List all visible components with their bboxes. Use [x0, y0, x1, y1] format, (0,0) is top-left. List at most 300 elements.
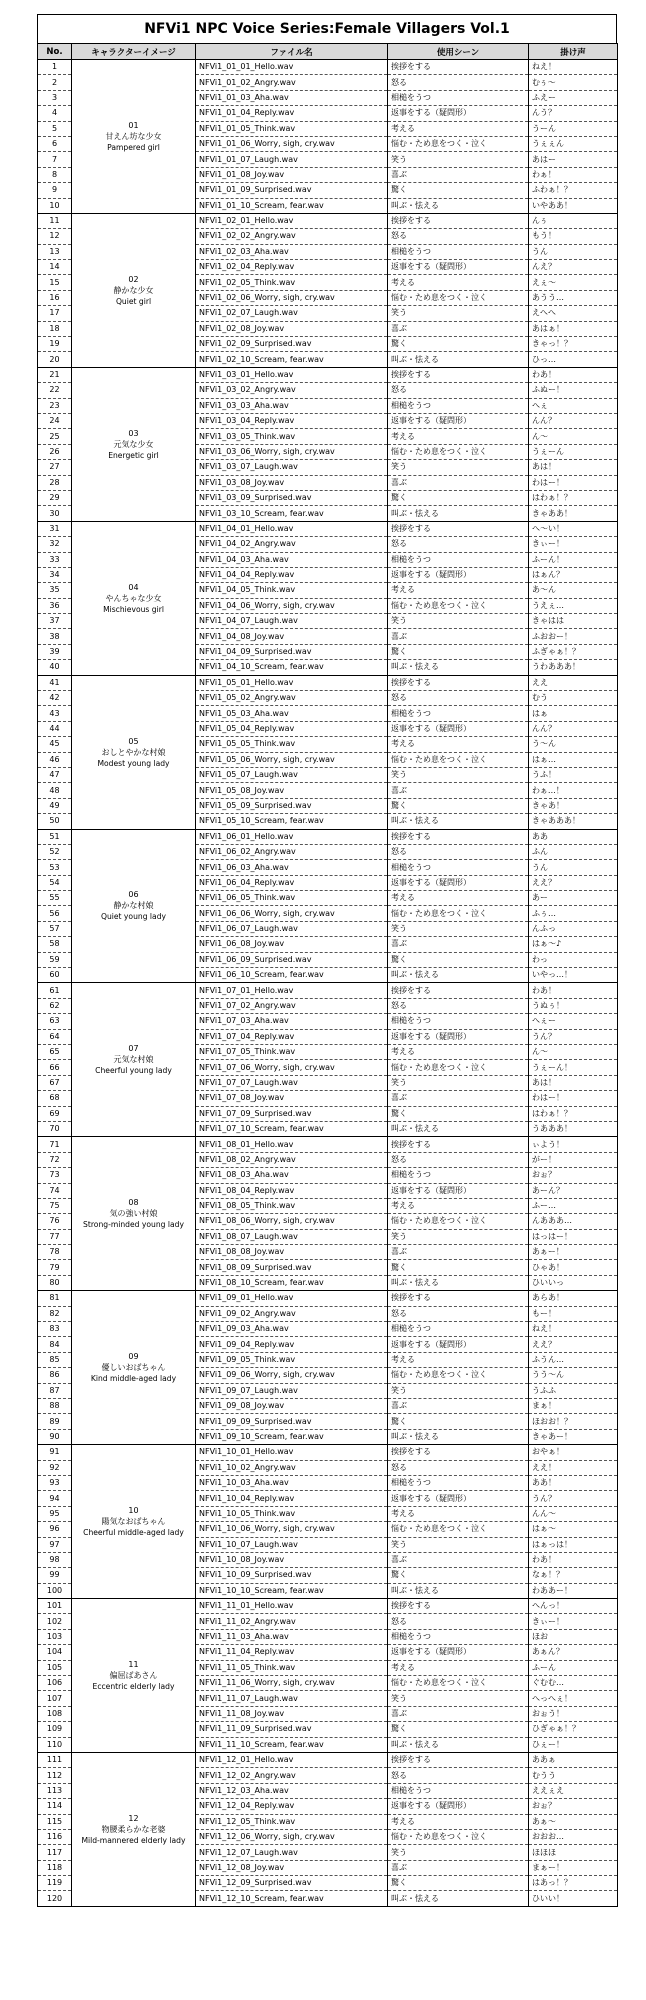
voice-cell: んえ？ — [529, 260, 618, 275]
file-suffix: 02_Angry.wav — [240, 539, 296, 549]
voice-cell: ああぁ — [529, 1752, 618, 1767]
file-suffix: 02_Angry.wav — [240, 693, 296, 703]
row-number: 83 — [38, 1322, 72, 1337]
character-id: 09 — [128, 1352, 139, 1362]
voice-cell: うふ！ — [529, 767, 618, 782]
file-name-cell — [196, 213, 388, 228]
file-name-cell — [196, 752, 388, 767]
scene-cell: 叫ぶ・怯える — [388, 1583, 529, 1598]
file-suffix: 01_Hello.wav — [240, 62, 294, 72]
row-number: 36 — [38, 598, 72, 613]
character-name-jp: 物腰柔らかな老婆 — [101, 1824, 166, 1834]
row-number: 101 — [38, 1599, 72, 1614]
file-prefix: NFVi1_12_ — [199, 1770, 241, 1780]
file-name-cell — [196, 1214, 388, 1229]
file-suffix: 09_Surprised.wav — [240, 1724, 312, 1734]
scene-cell: 悩む・ため息をつく・泣く — [388, 1522, 529, 1537]
scene-cell: 笑う — [388, 1229, 529, 1244]
file-suffix: 09_Surprised.wav — [240, 954, 312, 964]
file-suffix: 02_Angry.wav — [240, 385, 296, 395]
scene-cell: 相槌をうつ — [388, 90, 529, 105]
voice-cell: うわあああ！ — [529, 660, 618, 675]
row-number: 76 — [38, 1214, 72, 1229]
file-prefix: NFVi1_02_ — [199, 339, 241, 349]
scene-cell: 叫ぶ・怯える — [388, 1121, 529, 1136]
file-prefix: NFVi1_11_ — [199, 1693, 241, 1703]
file-suffix: 04_Reply.wav — [240, 877, 295, 887]
file-name-cell — [196, 1706, 388, 1721]
character-name-jp: やんちゃな少女 — [105, 593, 162, 603]
voice-cell: ぐむむ… — [529, 1676, 618, 1691]
file-name-cell — [196, 1522, 388, 1537]
voice-cell: ほおお！？ — [529, 1414, 618, 1429]
file-prefix: NFVi1_04_ — [199, 554, 241, 564]
file-name-cell — [196, 337, 388, 352]
file-name-cell — [196, 260, 388, 275]
table-row — [38, 521, 618, 536]
file-suffix: 08_Joy.wav — [240, 939, 285, 949]
file-suffix: 04_Reply.wav — [240, 570, 295, 580]
scene-cell: 悩む・ため息をつく・泣く — [388, 444, 529, 459]
voice-cell: へんっ！ — [529, 1599, 618, 1614]
file-name-cell — [196, 475, 388, 490]
scene-cell: 叫ぶ・怯える — [388, 506, 529, 521]
file-suffix: 06_Worry, sigh, cry.wav — [240, 754, 335, 764]
file-prefix: NFVi1_01_ — [199, 139, 241, 149]
file-prefix: NFVi1_05_ — [199, 800, 241, 810]
scene-cell: 挨拶をする — [388, 367, 529, 382]
file-suffix: 03_Aha.wav — [240, 862, 289, 872]
file-suffix: 07_Laugh.wav — [240, 1847, 298, 1857]
file-name-cell — [196, 429, 388, 444]
file-prefix: NFVi1_09_ — [199, 1401, 241, 1411]
file-suffix: 07_Laugh.wav — [240, 462, 298, 472]
scene-cell: 相槌をうつ — [388, 1014, 529, 1029]
file-suffix: 08_Joy.wav — [240, 1247, 285, 1257]
file-prefix: NFVi1_05_ — [199, 693, 241, 703]
voice-cell: わあ！ — [529, 983, 618, 998]
table-row — [38, 213, 618, 228]
file-suffix: 04_Reply.wav — [240, 416, 295, 426]
voice-cell: わはー！ — [529, 475, 618, 490]
scene-cell: 挨拶をする — [388, 1599, 529, 1614]
row-number: 73 — [38, 1168, 72, 1183]
row-number: 110 — [38, 1737, 72, 1752]
voice-cell: はぁ — [529, 706, 618, 721]
row-number: 25 — [38, 429, 72, 444]
file-suffix: 06_Worry, sigh, cry.wav — [240, 446, 335, 456]
file-suffix: 09_Surprised.wav — [240, 1570, 312, 1580]
file-name-cell — [196, 1137, 388, 1152]
row-number: 81 — [38, 1291, 72, 1306]
voice-cell: ほほほ — [529, 1845, 618, 1860]
voice-cell: ひゃあ！ — [529, 1260, 618, 1275]
row-number: 39 — [38, 644, 72, 659]
file-prefix: NFVi1_05_ — [199, 816, 241, 826]
scene-cell: 悩む・ため息をつく・泣く — [388, 752, 529, 767]
file-prefix: NFVi1_09_ — [199, 1293, 241, 1303]
voice-cell: うぬぅ！ — [529, 998, 618, 1013]
file-suffix: 09_Surprised.wav — [240, 339, 312, 349]
scene-cell: 笑う — [388, 306, 529, 321]
file-prefix: NFVi1_07_ — [199, 1093, 241, 1103]
file-suffix: 05_Think.wav — [240, 739, 296, 749]
file-name-cell — [196, 1876, 388, 1891]
scene-cell: 考える — [388, 737, 529, 752]
file-name-cell — [196, 167, 388, 182]
file-prefix: NFVi1_11_ — [199, 1662, 241, 1672]
file-name-cell — [196, 1799, 388, 1814]
row-number: 55 — [38, 891, 72, 906]
scene-cell: 考える — [388, 583, 529, 598]
file-prefix: NFVi1_06_ — [199, 847, 241, 857]
file-prefix: NFVi1_05_ — [199, 723, 241, 733]
character-name-jp: 甘えん坊な少女 — [105, 131, 162, 141]
file-suffix: 06_Worry, sigh, cry.wav — [240, 600, 335, 610]
file-suffix: 10_Scream, fear.wav — [240, 354, 324, 364]
file-name-cell — [196, 983, 388, 998]
character-id: 10 — [128, 1506, 139, 1516]
scene-cell: 相槌をうつ — [388, 244, 529, 259]
file-name-cell — [196, 229, 388, 244]
file-suffix: 01_Hello.wav — [240, 831, 294, 841]
file-name-cell — [196, 290, 388, 305]
row-number: 50 — [38, 814, 72, 829]
scene-cell: 返事をする（疑問形） — [388, 1337, 529, 1352]
character-name-en: Strong-minded young lady — [83, 1220, 184, 1230]
file-name-cell — [196, 937, 388, 952]
file-suffix: 07_Laugh.wav — [240, 1693, 298, 1703]
file-name-cell — [196, 1860, 388, 1875]
scene-cell: 挨拶をする — [388, 675, 529, 690]
voice-cell: うぇーん！ — [529, 1060, 618, 1075]
file-name-cell — [196, 1275, 388, 1290]
scene-cell: 返事をする（疑問形） — [388, 1491, 529, 1506]
file-name-cell — [196, 460, 388, 475]
file-suffix: 05_Think.wav — [240, 1508, 296, 1518]
scene-cell: 悩む・ため息をつく・泣く — [388, 290, 529, 305]
row-number: 117 — [38, 1845, 72, 1860]
row-number: 35 — [38, 583, 72, 598]
file-prefix: NFVi1_07_ — [199, 1031, 241, 1041]
file-name-cell — [196, 1691, 388, 1706]
file-suffix: 06_Worry, sigh, cry.wav — [240, 1370, 335, 1380]
scene-cell: 相槌をうつ — [388, 706, 529, 721]
file-name-cell — [196, 1029, 388, 1044]
file-name-cell — [196, 1060, 388, 1075]
file-name-cell — [196, 552, 388, 567]
file-suffix: 05_Think.wav — [240, 123, 296, 133]
file-prefix: NFVi1_10_ — [199, 1524, 241, 1534]
voice-cell: はぁっは！ — [529, 1537, 618, 1552]
voice-cell: ふぎゃぁ！？ — [529, 644, 618, 659]
scene-cell: 怒る — [388, 1768, 529, 1783]
scene-cell: 驚く — [388, 1106, 529, 1121]
scene-cell: 考える — [388, 1814, 529, 1829]
scene-cell: 怒る — [388, 75, 529, 90]
file-name-cell — [196, 1229, 388, 1244]
file-prefix: NFVi1_12_ — [199, 1801, 241, 1811]
file-suffix: 05_Think.wav — [240, 585, 296, 595]
voice-cell: おぉう！ — [529, 1706, 618, 1721]
row-number: 68 — [38, 1091, 72, 1106]
row-number: 41 — [38, 675, 72, 690]
voice-cell: ふぅ… — [529, 906, 618, 921]
character-name-jp: 優しいおばちゃん — [101, 1363, 166, 1373]
character-id: 06 — [128, 890, 139, 900]
scene-cell: 悩む・ため息をつく・泣く — [388, 1829, 529, 1844]
file-suffix: 02_Angry.wav — [240, 1770, 296, 1780]
scene-cell: 挨拶をする — [388, 829, 529, 844]
file-prefix: NFVi1_10_ — [199, 1508, 241, 1518]
file-name-cell — [196, 152, 388, 167]
file-name-cell — [196, 1398, 388, 1413]
voice-cell: わっ — [529, 952, 618, 967]
file-prefix: NFVi1_09_ — [199, 1324, 241, 1334]
file-prefix: NFVi1_01_ — [199, 200, 241, 210]
row-number: 109 — [38, 1722, 72, 1737]
file-name-cell — [196, 1121, 388, 1136]
voice-cell: きぃー！ — [529, 1614, 618, 1629]
row-number: 106 — [38, 1676, 72, 1691]
file-name-cell — [196, 1260, 388, 1275]
row-number: 71 — [38, 1137, 72, 1152]
file-name-cell — [196, 1460, 388, 1475]
voice-cell: ひいいっ — [529, 1275, 618, 1290]
file-prefix: NFVi1_04_ — [199, 585, 241, 595]
voice-cell: もー！ — [529, 1306, 618, 1321]
row-number: 46 — [38, 752, 72, 767]
file-prefix: NFVi1_10_ — [199, 1585, 241, 1595]
file-suffix: 01_Hello.wav — [240, 216, 294, 226]
character-cell — [72, 1599, 196, 1753]
file-suffix: 08_Joy.wav — [240, 1093, 285, 1103]
scene-cell: 叫ぶ・怯える — [388, 660, 529, 675]
file-prefix: NFVi1_03_ — [199, 477, 241, 487]
character-cell — [72, 521, 196, 675]
character-name-en: Cheerful young lady — [95, 1066, 172, 1076]
voice-cell: んん～ — [529, 1506, 618, 1521]
character-name-jp: 元気な村娘 — [113, 1055, 154, 1065]
file-prefix: NFVi1_02_ — [199, 231, 241, 241]
scene-cell: 考える — [388, 1045, 529, 1060]
row-number: 52 — [38, 844, 72, 859]
file-suffix: 10_Scream, fear.wav — [240, 200, 324, 210]
row-number: 97 — [38, 1537, 72, 1552]
file-name-cell — [196, 1891, 388, 1906]
file-suffix: 04_Reply.wav — [240, 723, 295, 733]
file-suffix: 02_Angry.wav — [240, 1616, 296, 1626]
header-voice: 掛け声 — [529, 44, 618, 60]
file-name-cell — [196, 537, 388, 552]
voice-cell: ひっ… — [529, 352, 618, 367]
table-row — [38, 1137, 618, 1152]
file-suffix: 08_Joy.wav — [240, 169, 285, 179]
file-name-cell — [196, 75, 388, 90]
file-suffix: 09_Surprised.wav — [240, 1262, 312, 1272]
voice-cell: ふおおー！ — [529, 629, 618, 644]
voice-cell: はっはー！ — [529, 1229, 618, 1244]
file-suffix: 03_Aha.wav — [240, 400, 289, 410]
file-name-cell — [196, 798, 388, 813]
voice-cell: きゃああ！ — [529, 506, 618, 521]
file-name-cell — [196, 1506, 388, 1521]
file-name-cell — [196, 383, 388, 398]
header-file: ファイル名 — [196, 44, 388, 60]
voice-cell: うーん — [529, 121, 618, 136]
file-prefix: NFVi1_03_ — [199, 385, 241, 395]
file-prefix: NFVi1_06_ — [199, 924, 241, 934]
scene-cell: 笑う — [388, 921, 529, 936]
character-name-jp: 陽気なおばちゃん — [101, 1517, 166, 1527]
character-name-en: Eccentric elderly lady — [92, 1682, 175, 1692]
file-suffix: 05_Think.wav — [240, 1662, 296, 1672]
scene-cell: 挨拶をする — [388, 1445, 529, 1460]
file-prefix: NFVi1_06_ — [199, 862, 241, 872]
file-suffix: 05_Think.wav — [240, 1047, 296, 1057]
file-name-cell — [196, 352, 388, 367]
row-number: 65 — [38, 1045, 72, 1060]
row-number: 116 — [38, 1829, 72, 1844]
row-number: 108 — [38, 1706, 72, 1721]
file-prefix: NFVi1_01_ — [199, 185, 241, 195]
character-cell — [72, 1137, 196, 1291]
voice-cell: いやっ…！ — [529, 968, 618, 983]
voice-cell: ええ — [529, 675, 618, 690]
voice-cell: きゃあー！ — [529, 1429, 618, 1444]
character-cell — [72, 367, 196, 521]
voice-cell: えへへ — [529, 306, 618, 321]
row-number: 88 — [38, 1398, 72, 1413]
file-suffix: 07_Laugh.wav — [240, 1077, 298, 1087]
file-suffix: 04_Reply.wav — [240, 1339, 295, 1349]
row-number: 64 — [38, 1029, 72, 1044]
file-name-cell — [196, 860, 388, 875]
row-number: 33 — [38, 552, 72, 567]
table-row — [38, 60, 618, 75]
file-prefix: NFVi1_09_ — [199, 1355, 241, 1364]
file-name-cell — [196, 367, 388, 382]
file-prefix: NFVi1_11_ — [199, 1632, 241, 1642]
file-prefix: NFVi1_02_ — [199, 246, 241, 256]
file-name-cell — [196, 1168, 388, 1183]
file-suffix: 06_Worry, sigh, cry.wav — [240, 1524, 335, 1534]
file-name-cell — [196, 921, 388, 936]
file-suffix: 04_Reply.wav — [240, 108, 295, 118]
character-cell — [72, 60, 196, 214]
row-number: 53 — [38, 860, 72, 875]
row-number: 20 — [38, 352, 72, 367]
scene-cell: 相槌をうつ — [388, 1168, 529, 1183]
row-number: 118 — [38, 1860, 72, 1875]
scene-cell: 挨拶をする — [388, 1291, 529, 1306]
voice-cell: んふっ — [529, 921, 618, 936]
scene-cell: 驚く — [388, 798, 529, 813]
row-number: 19 — [38, 337, 72, 352]
file-suffix: 03_Aha.wav — [240, 1785, 289, 1795]
voice-cell: わはー！ — [529, 1091, 618, 1106]
file-name-cell — [196, 1783, 388, 1798]
file-suffix: 03_Aha.wav — [240, 92, 289, 102]
voice-cell: まぁ！ — [529, 1398, 618, 1413]
scene-cell: 笑う — [388, 614, 529, 629]
voice-cell: あぁー！ — [529, 1245, 618, 1260]
voice-cell: ひぎゃぁ！？ — [529, 1722, 618, 1737]
voice-cell: へぇー — [529, 1014, 618, 1029]
scene-cell: 相槌をうつ — [388, 1322, 529, 1337]
file-name-cell — [196, 1537, 388, 1552]
scene-cell: 悩む・ため息をつく・泣く — [388, 136, 529, 151]
scene-cell: 叫ぶ・怯える — [388, 968, 529, 983]
file-prefix: NFVi1_12_ — [199, 1755, 241, 1765]
file-name-cell — [196, 1599, 388, 1614]
scene-cell: 考える — [388, 275, 529, 290]
scene-cell: 驚く — [388, 1568, 529, 1583]
row-number: 45 — [38, 737, 72, 752]
file-suffix: 04_Reply.wav — [240, 1031, 295, 1041]
file-prefix: NFVi1_11_ — [199, 1708, 241, 1718]
file-name-cell — [196, 1091, 388, 1106]
file-suffix: 04_Reply.wav — [240, 1493, 295, 1503]
file-suffix: 03_Aha.wav — [240, 554, 289, 564]
file-name-cell — [196, 721, 388, 736]
row-number: 95 — [38, 1506, 72, 1521]
file-name-cell — [196, 1475, 388, 1490]
file-suffix: 07_Laugh.wav — [240, 924, 298, 934]
file-name-cell — [196, 198, 388, 213]
file-name-cell — [196, 306, 388, 321]
row-number: 32 — [38, 537, 72, 552]
file-name-cell — [196, 1737, 388, 1752]
file-suffix: 08_Joy.wav — [240, 1708, 285, 1718]
file-name-cell — [196, 1552, 388, 1567]
scene-cell: 相槌をうつ — [388, 552, 529, 567]
header-no: No. — [38, 44, 72, 60]
file-name-cell — [196, 952, 388, 967]
voice-cell: うふふ — [529, 1383, 618, 1398]
row-number: 1 — [38, 60, 72, 75]
voice-cell: ふえー — [529, 90, 618, 105]
file-suffix: 10_Scream, fear.wav — [240, 1893, 324, 1903]
scene-cell: 喜ぶ — [388, 1398, 529, 1413]
scene-cell: 叫ぶ・怯える — [388, 1737, 529, 1752]
file-prefix: NFVi1_10_ — [199, 1462, 241, 1472]
file-suffix: 02_Angry.wav — [240, 1154, 296, 1164]
voice-cell: あはぁ！ — [529, 321, 618, 336]
file-suffix: 06_Worry, sigh, cry.wav — [240, 139, 335, 149]
file-prefix: NFVi1_07_ — [199, 1062, 241, 1072]
file-prefix: NFVi1_08_ — [199, 1262, 241, 1272]
file-prefix: NFVi1_01_ — [199, 92, 241, 102]
file-suffix: 01_Hello.wav — [240, 1293, 294, 1303]
row-number: 38 — [38, 629, 72, 644]
voice-cell: ぃよう！ — [529, 1137, 618, 1152]
row-number: 98 — [38, 1552, 72, 1567]
file-prefix: NFVi1_03_ — [199, 446, 241, 456]
header-character: キャラクターイメージ — [72, 44, 196, 60]
sheet-title: NFVi1 NPC Voice Series:Female Villagers Vol.1 — [37, 14, 617, 43]
file-suffix: 06_Worry, sigh, cry.wav — [240, 1216, 335, 1226]
row-number: 77 — [38, 1229, 72, 1244]
row-number: 107 — [38, 1691, 72, 1706]
voice-cell: きゃはは — [529, 614, 618, 629]
file-prefix: NFVi1_08_ — [199, 1185, 241, 1195]
file-suffix: 03_Aha.wav — [240, 1016, 289, 1026]
voice-cell: もう！ — [529, 229, 618, 244]
file-suffix: 02_Angry.wav — [240, 1308, 296, 1318]
file-suffix: 01_Hello.wav — [240, 1447, 294, 1457]
file-prefix: NFVi1_11_ — [199, 1678, 241, 1688]
